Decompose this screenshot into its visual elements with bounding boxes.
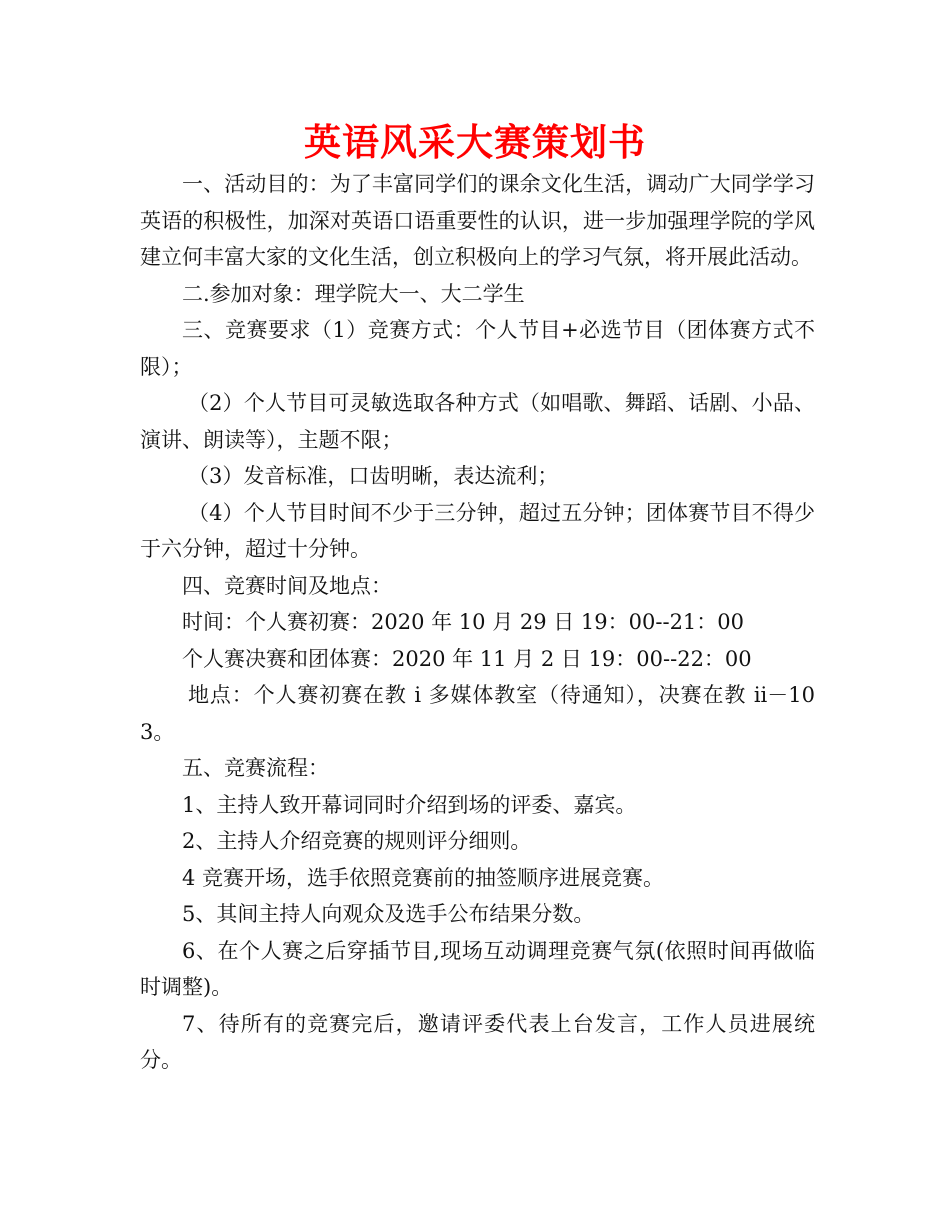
paragraph-requirement-4: （4）个人节目时间不少于三分钟，超过五分钟；团体赛节目不得少于六分钟，超过十分钟。: [140, 500, 815, 561]
document-body: [140, 166, 815, 1079]
paragraph-purpose: 一、活动目的：为了丰富同学们的课余文化生活，调动广大同学学习英语的积极性，加深对英语口语重要性的认识，进一步加强理学院的学风建立何丰富大家的文化生活，创立积极向上的学习气氛，将开展此活动。: [140, 172, 815, 269]
paragraph-process-6: 6、在个人赛之后穿插节目,现场互动调理竞赛气氛(依照时间再做临时调整)。: [140, 938, 815, 999]
paragraph-process-4: 4 竞赛开场，选手依照竞赛前的抽签顺序进展竞赛。: [182, 865, 665, 890]
paragraph-requirement-1: 三、竞赛要求（1）竞赛方式：个人节目+必选节目（团体赛方式不限）；: [140, 318, 815, 379]
paragraph-process-heading: 五、竞赛流程：: [182, 756, 329, 780]
paragraph-process-5: 5、其间主持人向观众及选手公布结果分数。: [182, 902, 595, 926]
paragraph-requirement-2: （2）个人节目可灵敏选取各种方式（如唱歌、舞蹈、话剧、小品、演讲、朗读等），主题不限；: [140, 391, 815, 452]
paragraph-process-2: 2、主持人介绍竞赛的规则评分细则。: [182, 829, 532, 853]
paragraph-time-place-heading: 四、竞赛时间及地点：: [182, 573, 392, 598]
paragraph-time-preliminary: 时间：个人赛初赛：2020 年 10 月 29 日 19：00--21：00: [182, 610, 745, 634]
paragraph-time-final: 个人赛决赛和团体赛：2020 年 11 月 2 日 19：00--22：00: [182, 646, 752, 671]
document-title: 英语风采大赛策划书: [304, 121, 646, 164]
paragraph-process-7: 7、待所有的竞赛完后，邀请评委代表上台发言，工作人员进展统分。: [140, 1011, 815, 1072]
paragraph-participants: 二.参加对象：理学院大一、大二学生: [182, 281, 525, 306]
paragraph-process-1: 1、主持人致开幕词同时介绍到场的评委、嘉宾。: [182, 792, 637, 817]
paragraph-place: 地点：个人赛初赛在教 i 多媒体教室（待通知），决赛在教 ii－103。: [140, 683, 815, 744]
paragraph-requirement-3: （3）发音标准，口齿明晰，表达流利；: [188, 464, 559, 488]
